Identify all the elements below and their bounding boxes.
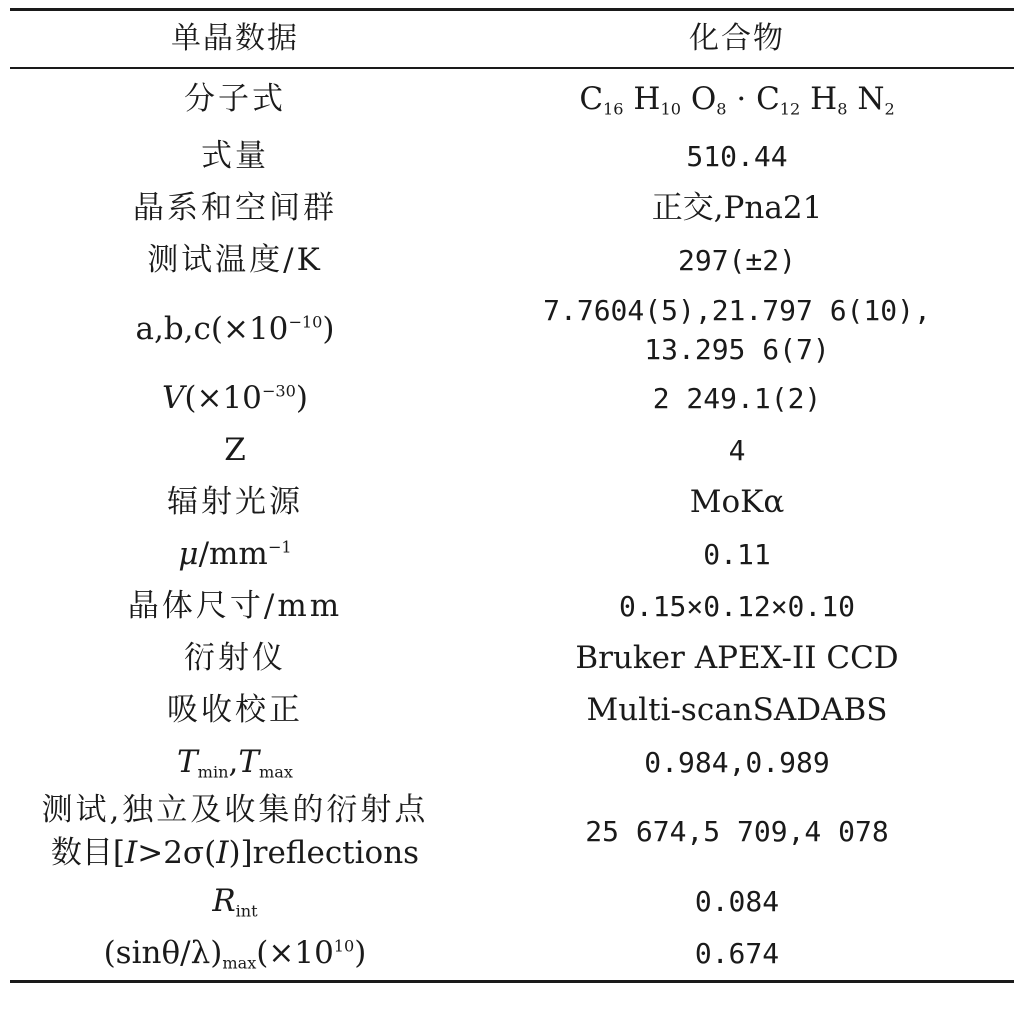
value-absorption-correction: Multi-scanSADABS [586,692,888,729]
table-row [10,876,1014,928]
table-row [10,928,1014,982]
value-cell-volume: 2 249.1(2) [652,381,822,415]
value-absorption-coefficient: 0.11 [703,537,771,571]
label-molecular-formula: 分子式 [184,81,286,118]
table-row [10,789,1014,876]
value-crystal-size: 0.15×0.12×0.10 [618,589,855,623]
table-row [10,235,1014,287]
header-compound: 化合物 [689,20,785,56]
label-cell-volume: $V(\times 10^{-30})$ [161,380,308,417]
value-crystal-system: 正交,Pna21 [651,190,823,227]
table-row [10,287,1014,373]
label-absorption-correction: 吸收校正 [167,692,303,729]
table-row [10,529,1014,581]
label-sin-theta-lambda: $(\sin\theta/\lambda)_{max}(\times 10^{10})$ [103,934,367,973]
table-row [10,425,1014,477]
label-test-temperature: 测试温度/K [147,242,323,279]
table-row [10,373,1014,425]
value-formula-weight: 510.44 [686,139,788,173]
value-cell-parameters: 7.7604(5),21.797 6(10), 13.295 6(7) [543,293,931,366]
table-row [10,68,1014,131]
value-z: 4 [728,433,746,467]
table-row [10,581,1014,633]
value-molecular-formula: $C_{16}$ $H_{10}$ $O_8 \cdot C_{12}$ $H_8$ $N_2$ [579,81,895,119]
label-formula-weight: 式量 [201,138,269,175]
table-row [10,633,1014,685]
label-radiation-source: 辐射光源 [167,484,303,521]
label-transmission: $T_{min},T_{max}$ [176,744,293,782]
table-row [10,685,1014,737]
label-crystal-system: 晶系和空间群 [133,190,337,227]
value-diffractometer: Bruker APEX-II CCD [575,640,899,677]
value-transmission: 0.984,0.989 [644,745,830,779]
table-row [10,477,1014,529]
label-absorption-coefficient: $\mu/mm^{-1}$ [178,536,292,573]
value-test-temperature: 297(±2) [677,243,796,277]
value-reflections: 25 674,5 709,4 078 [585,815,889,849]
table-row [10,737,1014,789]
label-cell-parameters: $a,b,c(\times 10^{-10})$ [135,311,335,348]
table-header-row [10,10,1014,69]
label-r-int: $R_{int}$ [212,882,258,921]
value-r-int: 0.084 [694,884,780,918]
value-radiation-source: MoKα [689,484,785,521]
crystal-data-table [10,8,1014,983]
table-row [10,131,1014,183]
label-reflections: 测试,独立及收集的衍射点 数目[I>2σ(I)]reflections [41,792,429,872]
crystal-data-table-container [10,8,1014,983]
label-diffractometer: 衍射仪 [184,640,286,677]
header-crystal-data: 单晶数据 [171,20,299,56]
table-row [10,183,1014,235]
label-crystal-size: 晶体尺寸/mm [127,588,343,625]
label-z: Z [224,432,246,469]
value-sin-theta-lambda: 0.674 [694,936,780,970]
